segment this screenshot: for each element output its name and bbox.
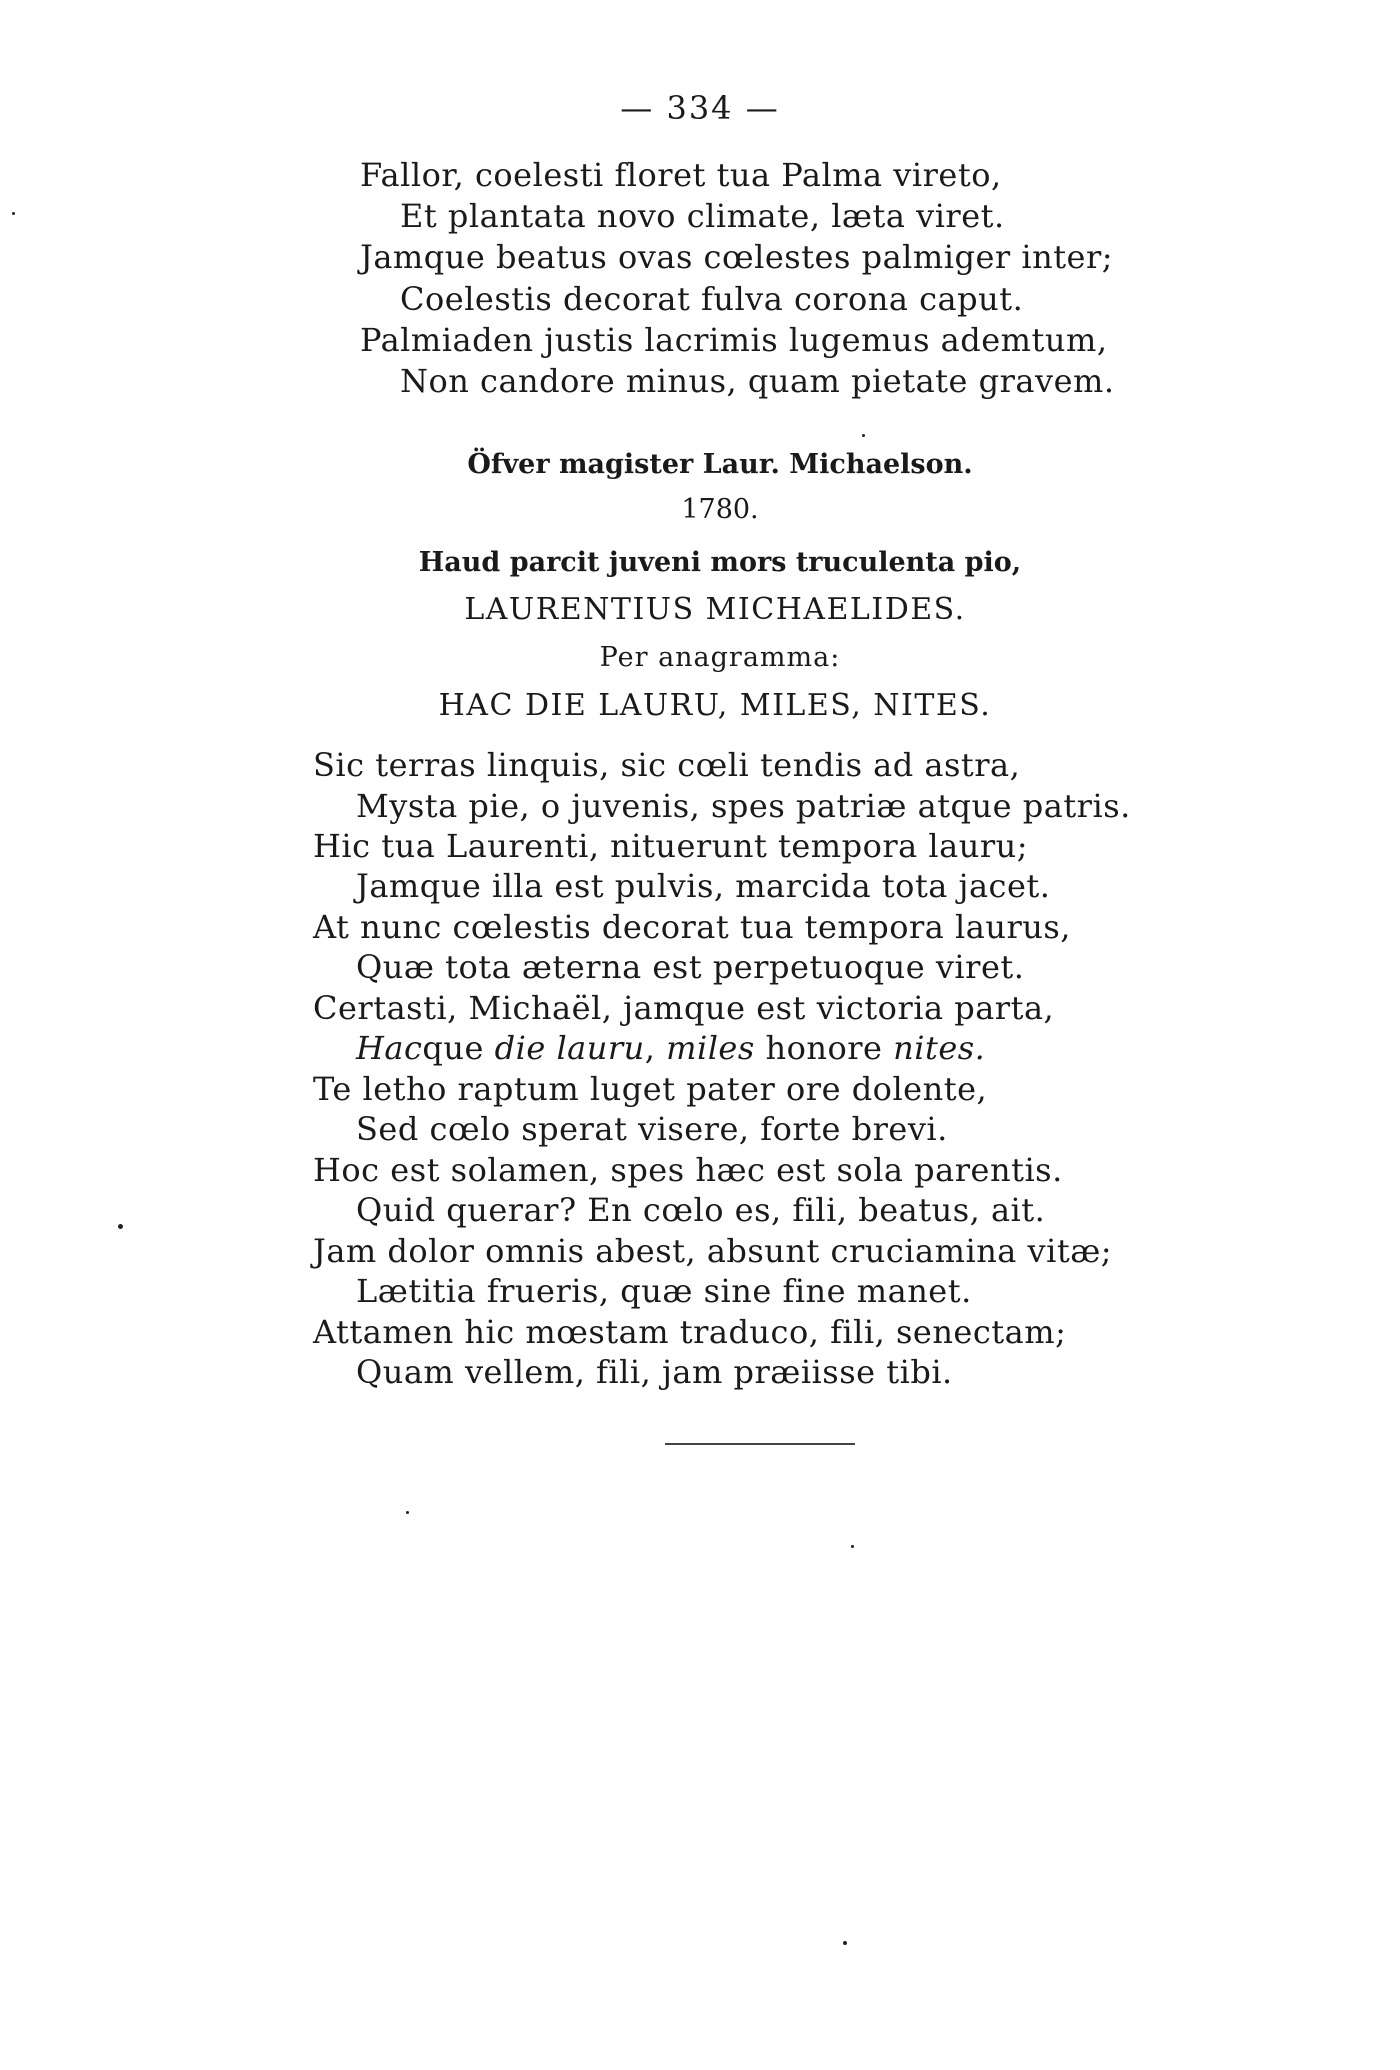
poem-line: Quam vellem, fili, jam præiisse tibi. xyxy=(356,1353,953,1391)
poem-year: 1780. xyxy=(681,494,759,525)
scan-speck xyxy=(12,212,15,215)
poem-line: Non candore minus, quam pietate gravem. xyxy=(400,362,1115,400)
poem-line: Sed cœlo sperat visere, forte brevi. xyxy=(356,1110,948,1148)
poem-line: Hic tua Laurenti, nituerunt tempora lauru; xyxy=(313,827,1029,865)
italic-fragment: miles xyxy=(666,1029,755,1067)
scan-speck xyxy=(851,1545,854,1548)
poem-line: Attamen hic mœstam traduco, fili, senectam; xyxy=(313,1313,1067,1351)
text-fragment: que xyxy=(422,1029,495,1067)
scan-speck xyxy=(118,1224,123,1229)
poem-line: Palmiaden justis lacrimis lugemus ademtum, xyxy=(360,321,1108,359)
poem-line: Jam dolor omnis abest, absunt cruciamina vitæ; xyxy=(313,1232,1113,1270)
poem-line: Hoc est solamen, spes hæc est sola parentis. xyxy=(313,1151,1063,1189)
poem-heading: Öfver magister Laur. Michaelson. xyxy=(467,449,973,480)
anagram-label: Per anagramma: xyxy=(599,642,841,673)
text-fragment: , xyxy=(644,1029,667,1067)
scan-speck xyxy=(862,434,865,437)
scan-speck xyxy=(406,1511,409,1514)
poem-line: Mysta pie, o juvenis, spes patriæ atque patris. xyxy=(356,787,1131,825)
scan-speck xyxy=(843,1941,847,1945)
poem-line: Jamque beatus ovas cœlestes palmiger inter; xyxy=(360,238,1114,276)
poem-line: Quid querar? En cœlo es, fili, beatus, ait. xyxy=(356,1191,1046,1229)
poem-line: Lætitia frueris, quæ sine fine manet. xyxy=(356,1272,972,1310)
poem-line: Fallor, coelesti floret tua Palma vireto, xyxy=(360,156,1002,194)
page-number: — 334 — xyxy=(620,89,780,127)
poem-line: Sic terras linquis, sic cœli tendis ad astra, xyxy=(313,746,1021,784)
anagram-text: HAC DIE LAURU, MILES, NITES. xyxy=(438,688,992,723)
end-rule xyxy=(665,1443,855,1445)
italic-fragment: Hac xyxy=(356,1029,423,1067)
poem-line: Coelestis decorat fulva corona caput. xyxy=(400,280,1024,318)
italic-fragment: nites. xyxy=(893,1029,986,1067)
poem-line: At nunc cœlestis decorat tua tempora laurus, xyxy=(313,908,1071,946)
poem-line-mixed xyxy=(356,1028,985,1068)
poem-line: Quæ tota æterna est perpetuoque viret. xyxy=(356,948,1025,986)
poem-line: Et plantata novo climate, læta viret. xyxy=(400,197,1005,235)
text-fragment: honore xyxy=(754,1029,894,1067)
poem-line: Te letho raptum luget pater ore dolente, xyxy=(313,1070,988,1108)
subject-name: LAURENTIUS MICHAELIDES. xyxy=(464,592,966,627)
poem-line: Certasti, Michaël, jamque est victoria parta, xyxy=(313,989,1055,1027)
poem-line: Jamque illa est pulvis, marcida tota jacet. xyxy=(356,867,1051,905)
epigraph: Haud parcit juveni mors truculenta pio, xyxy=(418,547,1022,578)
italic-fragment: die lauru xyxy=(494,1029,645,1067)
